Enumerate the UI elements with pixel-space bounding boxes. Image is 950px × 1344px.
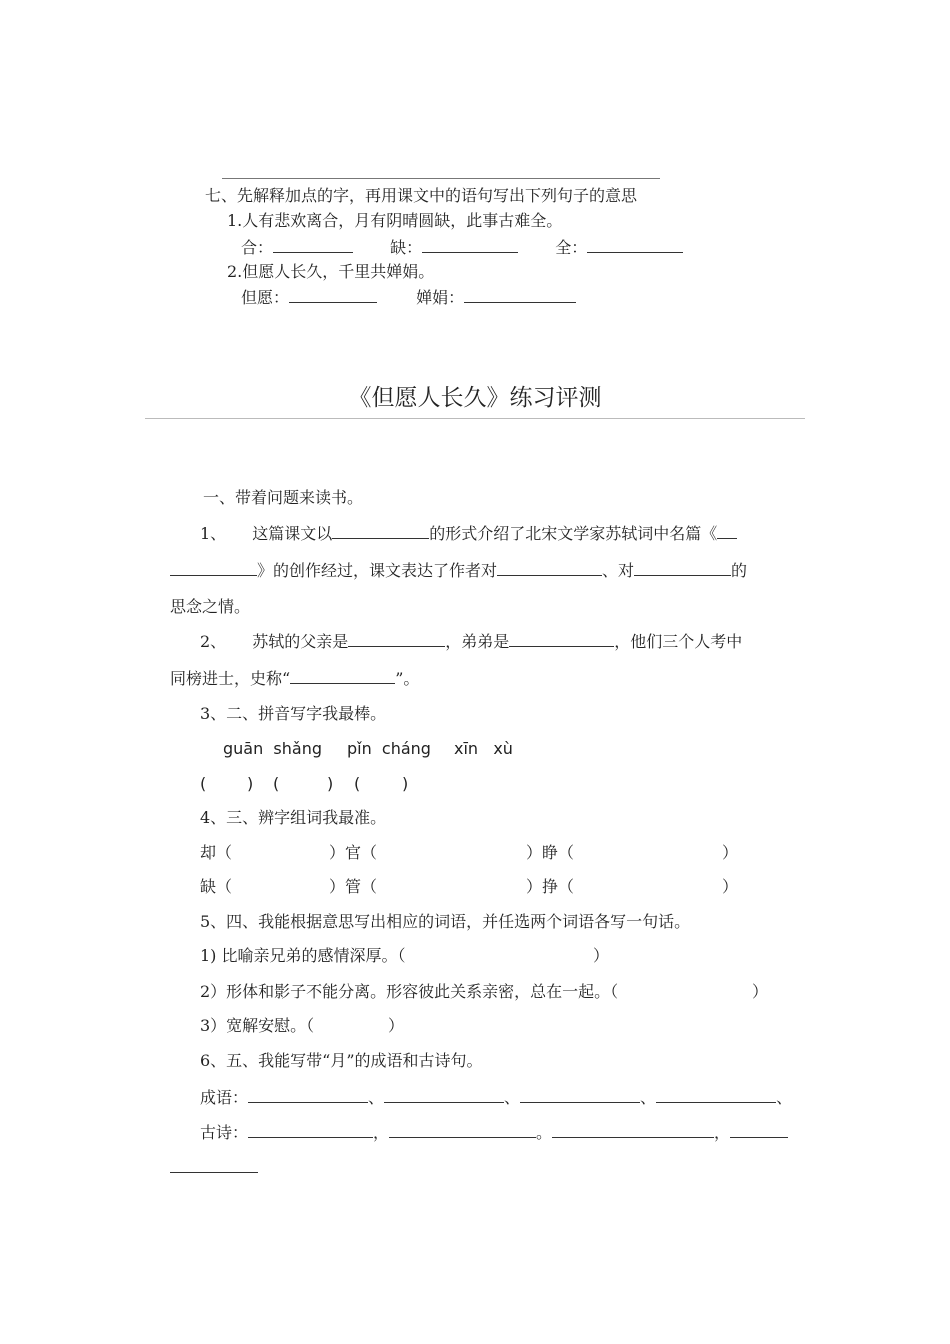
q6-idiom-blank-3[interactable] — [520, 1087, 640, 1103]
q3-answer-3-close: ) — [402, 774, 409, 793]
q4-row1-a: 却（ — [200, 843, 233, 862]
q1-text-b: 的形式介绍了北宋文学家苏轼词中名篇《 — [429, 524, 718, 543]
q2-blank-father[interactable] — [348, 631, 445, 647]
q5-item3-close: ） — [388, 1016, 405, 1035]
part7-q1-words — [241, 237, 683, 258]
part7-q1-sentence: 1.人有悲欢离合，月有阴晴圆缺，此事古难全。 — [227, 211, 563, 230]
q4-row2-a: 缺（ — [200, 877, 233, 896]
q6-poems-label: 古诗： — [200, 1123, 249, 1142]
q1-blank-person1[interactable] — [497, 560, 602, 576]
q6-poems-line — [200, 1122, 788, 1143]
q6-sep: ， — [373, 1123, 390, 1142]
q2-blank-title[interactable] — [290, 668, 395, 684]
q5-item3: 3）宽解安慰。（ — [200, 1016, 315, 1035]
q4-row1-d: ） — [722, 843, 739, 862]
q1-blank-title-start[interactable] — [717, 523, 737, 539]
q2-text-e: ”。 — [395, 669, 420, 688]
section1-heading: 一、带着问题来读书。 — [203, 488, 364, 507]
q1-text-a: 这篇课文以 — [252, 524, 333, 543]
q6-sep: 、 — [504, 1088, 521, 1107]
word-he-blank[interactable] — [273, 237, 353, 253]
q6-idioms-label: 成语： — [200, 1088, 249, 1107]
q1-blank-title-end[interactable] — [170, 560, 257, 576]
q5-item2-close: ） — [752, 982, 769, 1001]
q1-text-d: 、对 — [602, 561, 635, 580]
q1-blank-form[interactable] — [332, 523, 429, 539]
part7-heading: 七、先解释加点的字，再用课文中的语句写出下列句子的意思 — [205, 186, 638, 205]
q5-item1: 1) 比喻亲兄弟的感情深厚。（ — [200, 946, 406, 965]
q6-idiom-blank-4[interactable] — [656, 1087, 776, 1103]
q6-heading: 6、五、我能写带“月”的成语和古诗句。 — [200, 1051, 483, 1070]
part7-q2-sentence: 2.但愿人长久，千里共婵娟。 — [227, 262, 435, 281]
q1-text-c: 》的创作经过，课文表达了作者对 — [257, 561, 498, 580]
q3-answer-2-close: ) — [327, 774, 334, 793]
q6-poem-blank-4[interactable] — [730, 1122, 788, 1138]
q1-line3: 思念之情。 — [170, 597, 251, 616]
q3-answer-1-close: ) — [247, 774, 254, 793]
word-chanjuan-label: 婵娟： — [416, 288, 465, 307]
top-divider — [222, 178, 660, 179]
q1-text-e: 的 — [731, 561, 748, 580]
q1-line1 — [200, 523, 737, 544]
q3-heading: 3、二、拼音写字我最棒。 — [200, 704, 387, 723]
q5-heading: 5、四、我能根据意思写出相应的词语，并任选两个词语各写一句话。 — [200, 912, 691, 931]
q4-row2-c: ）挣（ — [526, 877, 575, 896]
q2-blank-brother[interactable] — [509, 631, 614, 647]
q2-number: 2、 — [200, 632, 227, 651]
part7-q2-words — [241, 287, 576, 308]
q6-sep: 、 — [776, 1088, 793, 1107]
q6-poem-blank-2[interactable] — [389, 1122, 536, 1138]
q2-line2 — [170, 668, 419, 689]
q4-row1-b: ）官（ — [329, 843, 378, 862]
q3-answer-3-open: ( — [354, 774, 361, 793]
word-he-label: 合： — [241, 238, 274, 257]
q3-pinyin-3: xīn xù — [454, 739, 513, 758]
title-underline — [145, 418, 805, 419]
q2-text-a: 苏轼的父亲是 — [252, 632, 349, 651]
q6-poem-blank-5[interactable] — [170, 1172, 258, 1173]
q2-line1 — [200, 631, 742, 652]
word-que-blank[interactable] — [422, 237, 518, 253]
word-danyuan-label: 但愿： — [241, 288, 290, 307]
q4-row2-b: ）管（ — [329, 877, 378, 896]
word-quan-label: 全： — [555, 238, 588, 257]
q6-sep: 、 — [368, 1088, 385, 1107]
q6-poem-blank-3[interactable] — [552, 1122, 714, 1138]
page-title: 《但愿人长久》练习评测 — [348, 385, 602, 411]
q2-text-d: 同榜进士，史称“ — [170, 669, 291, 688]
q4-heading: 4、三、辨字组词我最准。 — [200, 808, 387, 827]
q3-answer-2-open: ( — [273, 774, 280, 793]
q4-row2-d: ） — [722, 877, 739, 896]
q3-pinyin-1: guān shǎng — [223, 739, 322, 758]
q1-blank-person2[interactable] — [634, 560, 731, 576]
q6-idiom-blank-2[interactable] — [384, 1087, 504, 1103]
q6-sep: ， — [714, 1123, 731, 1142]
q6-sep: 、 — [640, 1088, 657, 1107]
q3-answer-1-open: ( — [200, 774, 207, 793]
q6-idiom-blank-1[interactable] — [248, 1087, 368, 1103]
q2-text-c: ，他们三个人考中 — [614, 632, 743, 651]
q6-sep: 。 — [536, 1123, 553, 1142]
q2-text-b: ，弟弟是 — [445, 632, 510, 651]
word-que-label: 缺： — [390, 238, 423, 257]
q5-item2: 2）形体和影子不能分离。形容彼此关系亲密，总在一起。（ — [200, 982, 619, 1001]
q1-line2 — [170, 560, 747, 581]
word-chanjuan-blank[interactable] — [464, 287, 576, 303]
q5-item1-close: ） — [593, 946, 610, 965]
q4-row1-c: ）睁（ — [526, 843, 575, 862]
q1-number: 1、 — [200, 524, 227, 543]
word-danyuan-blank[interactable] — [289, 287, 377, 303]
q3-pinyin-2: pǐn cháng — [347, 739, 431, 758]
q6-poem-blank-1[interactable] — [248, 1122, 373, 1138]
word-quan-blank[interactable] — [587, 237, 683, 253]
q6-idioms-line — [200, 1087, 792, 1108]
